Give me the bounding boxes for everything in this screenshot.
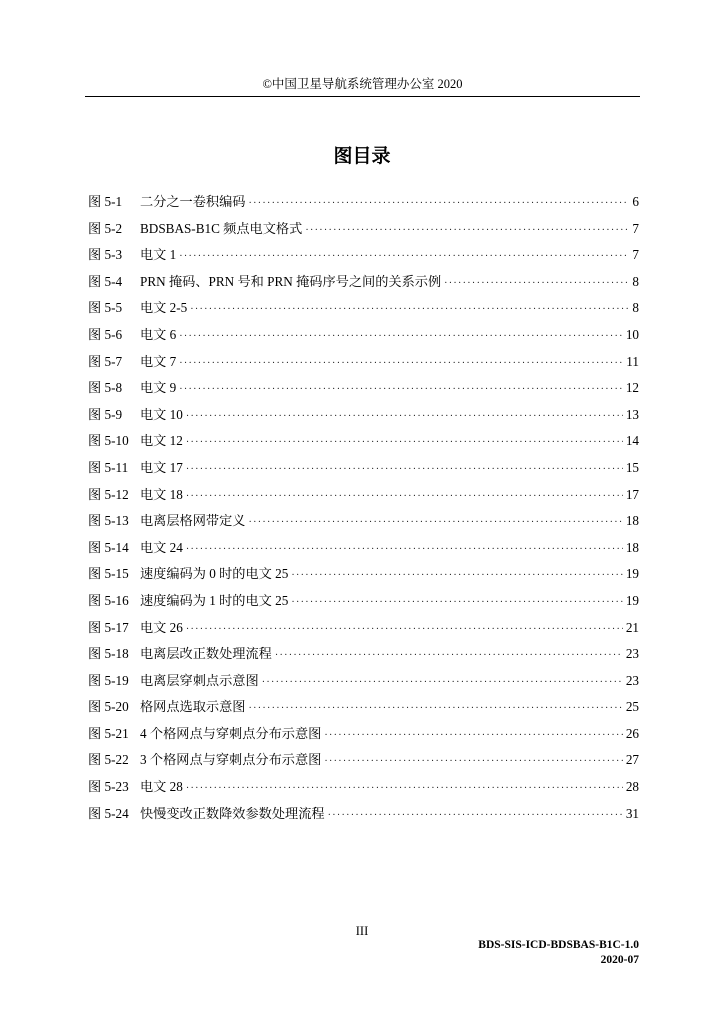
toc-entry[interactable]: [88, 591, 639, 618]
figure-title: 快慢变改正数降效参数处理流程: [140, 805, 325, 821]
document-date: 2020-07: [600, 954, 639, 966]
figure-number: 图 5-22: [88, 752, 129, 768]
toc-entry[interactable]: [88, 724, 639, 751]
dot-leader: [291, 593, 622, 613]
document-id-block: [478, 938, 639, 968]
dot-leader: [305, 221, 629, 241]
toc-entry[interactable]: [88, 458, 639, 485]
document-id: BDS-SIS-ICD-BDSBAS-B1C-1.0: [478, 939, 639, 951]
toc-entry[interactable]: [88, 378, 639, 405]
figure-page: 21: [625, 619, 639, 635]
figure-number: 图 5-16: [88, 592, 129, 608]
figure-page: 17: [625, 486, 639, 502]
figure-page: 8: [632, 273, 639, 289]
dot-leader: [186, 460, 623, 480]
toc-entry[interactable]: [88, 777, 639, 804]
figure-page: 23: [625, 672, 639, 688]
figure-page: 31: [625, 805, 639, 821]
figure-title: 电文 18: [140, 486, 183, 502]
toc-entry[interactable]: [88, 538, 639, 565]
figure-page: 25: [625, 699, 639, 715]
figure-page: 6: [632, 194, 639, 209]
figure-title: 4 个格网点与穿刺点分布示意图: [140, 725, 322, 741]
toc-entry[interactable]: [88, 405, 639, 432]
dot-leader: [186, 433, 623, 453]
figure-page: 11: [626, 353, 639, 369]
toc-entry[interactable]: [88, 618, 639, 645]
figure-page: 7: [632, 220, 639, 236]
toc-entry[interactable]: [88, 644, 639, 671]
toc-entry[interactable]: [88, 697, 639, 724]
toc-entry[interactable]: [88, 671, 639, 698]
figure-number: 图 5-6: [88, 326, 123, 342]
figure-number: 图 5-12: [88, 486, 129, 502]
dot-leader: [179, 354, 623, 374]
figure-page: 15: [625, 459, 639, 475]
dot-leader: [190, 300, 629, 320]
figure-page: 18: [625, 539, 639, 555]
toc-entry[interactable]: [88, 192, 639, 219]
toc-entry[interactable]: [88, 511, 639, 538]
figure-title: 速度编码为 1 时的电文 25: [140, 592, 289, 608]
figure-title: 格网点选取示意图: [140, 699, 246, 715]
figure-title: PRN 掩码、PRN 号和 PRN 掩码序号之间的关系示例: [140, 273, 442, 289]
figure-title: 3 个格网点与穿刺点分布示意图: [140, 752, 322, 768]
figure-list: [88, 192, 639, 830]
figure-title: 电文 10: [140, 406, 183, 422]
figure-title: 电文 2-5: [140, 300, 188, 316]
running-header: ©中国卫星导航系统管理办公室 2020: [85, 76, 640, 97]
figure-title: 电离层穿刺点示意图: [140, 672, 259, 688]
figure-number: 图 5-10: [88, 433, 129, 449]
dot-leader: [328, 806, 623, 826]
toc-entry[interactable]: [88, 485, 639, 512]
dot-leader: [249, 194, 630, 214]
figure-number: 图 5-3: [88, 247, 123, 263]
dot-leader: [186, 487, 623, 507]
figure-number: 图 5-14: [88, 539, 129, 555]
figure-number: 图 5-7: [88, 353, 123, 369]
toc-entry[interactable]: [88, 750, 639, 777]
toc-entry[interactable]: [88, 804, 639, 831]
toc-entry[interactable]: [88, 564, 639, 591]
figure-number: 图 5-8: [88, 380, 123, 396]
dot-leader: [179, 327, 623, 347]
figure-number: 图 5-15: [88, 566, 129, 582]
toc-entry[interactable]: [88, 272, 639, 299]
figure-title: 电文 24: [140, 539, 183, 555]
dot-leader: [324, 726, 622, 746]
figure-page: 23: [625, 646, 639, 662]
figure-number: 图 5-1: [88, 194, 123, 209]
figure-page: 13: [625, 406, 639, 422]
dot-leader: [324, 752, 622, 772]
toc-entry[interactable]: [88, 219, 639, 246]
dot-leader: [291, 566, 622, 586]
dot-leader: [186, 407, 623, 427]
page-title: 图目录: [333, 145, 391, 167]
dot-leader: [179, 380, 623, 400]
figure-page: 12: [625, 380, 639, 396]
figure-title: 电文 1: [140, 247, 177, 263]
figure-number: 图 5-5: [88, 300, 123, 316]
figure-number: 图 5-23: [88, 779, 129, 795]
figure-title: 电文 7: [140, 353, 177, 369]
toc-entry[interactable]: [88, 352, 639, 379]
figure-number: 图 5-13: [88, 513, 129, 529]
figure-number: 图 5-9: [88, 406, 123, 422]
toc-entry[interactable]: [88, 325, 639, 352]
dot-leader: [186, 540, 623, 560]
figure-title: 电文 28: [140, 779, 183, 795]
figure-title: 二分之一卷积编码: [140, 194, 246, 209]
figure-number: 图 5-24: [88, 805, 129, 821]
figure-page: 28: [625, 779, 639, 795]
figure-number: 图 5-21: [88, 725, 129, 741]
figure-page: 26: [625, 725, 639, 741]
dot-leader: [186, 779, 623, 799]
figure-title: 电文 9: [140, 380, 177, 396]
figure-number: 图 5-20: [88, 699, 129, 715]
page-number: III: [355, 924, 369, 938]
figure-number: 图 5-2: [88, 220, 123, 236]
dot-leader: [444, 274, 629, 294]
figure-page: 8: [632, 300, 639, 316]
figure-title: 电文 6: [140, 326, 177, 342]
dot-leader: [275, 646, 623, 666]
figure-page: 19: [625, 566, 639, 582]
figure-title: 电离层改正数处理流程: [140, 646, 272, 662]
toc-entry[interactable]: [88, 245, 639, 272]
figure-page: 18: [625, 513, 639, 529]
figure-title: BDSBAS-B1C 频点电文格式: [140, 220, 303, 236]
figure-title: 电文 12: [140, 433, 183, 449]
figure-number: 图 5-11: [88, 459, 129, 475]
figure-title: 速度编码为 0 时的电文 25: [140, 566, 289, 582]
dot-leader: [262, 673, 623, 693]
dot-leader: [186, 620, 623, 640]
figure-number: 图 5-17: [88, 619, 129, 635]
figure-page: 10: [625, 326, 639, 342]
figure-page: 27: [625, 752, 639, 768]
figure-title: 电文 26: [140, 619, 183, 635]
figure-number: 图 5-18: [88, 646, 129, 662]
figure-page: 19: [625, 592, 639, 608]
figure-title: 电文 17: [140, 459, 183, 475]
figure-title: 电离层格网带定义: [140, 513, 246, 529]
dot-leader: [179, 247, 629, 267]
figure-page: 7: [632, 247, 639, 263]
dot-leader: [249, 699, 623, 719]
figure-page: 14: [625, 433, 639, 449]
dot-leader: [249, 513, 623, 533]
figure-number: 图 5-19: [88, 672, 129, 688]
figure-number: 图 5-4: [88, 273, 123, 289]
toc-entry[interactable]: [88, 298, 639, 325]
toc-entry[interactable]: [88, 431, 639, 458]
